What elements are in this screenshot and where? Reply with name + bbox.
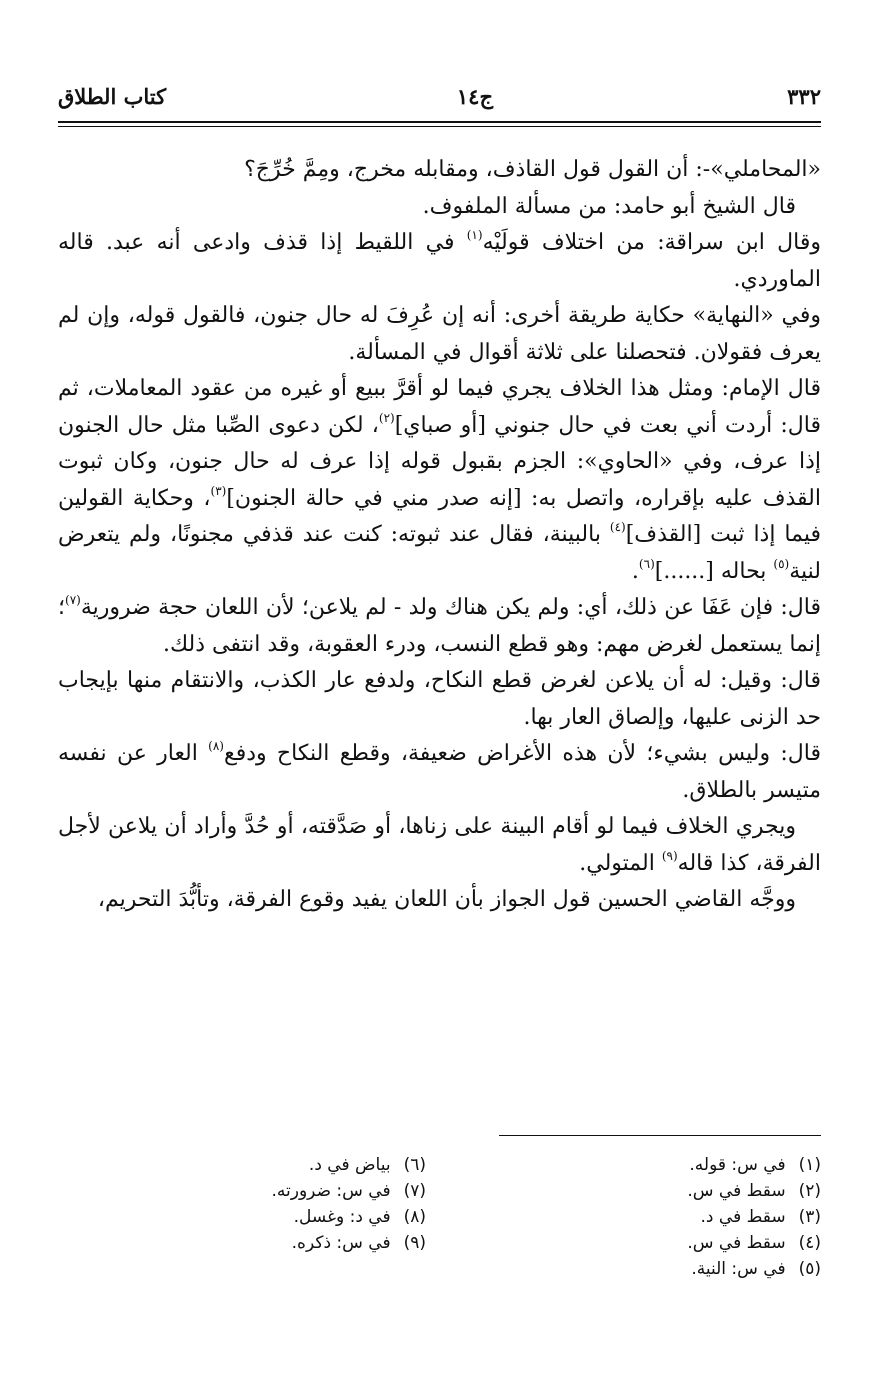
paragraph-text: قال: وليس بشيء؛ لأن هذه الأغراض ضعيفة، وقطع النكاح ودفع	[223, 741, 821, 766]
footnote-number: (٩)	[403, 1233, 426, 1253]
page-number: ٣٣٢	[787, 84, 821, 109]
footnotes-left-column	[96, 1152, 426, 1256]
paragraph	[58, 882, 821, 919]
footnote-marker: (١)	[466, 228, 483, 242]
paragraph-text: ويجري الخلاف فيما لو أقام البينة على زناها، أو صَدَّقته، أو حُدَّ وأراد أن يلاعن لأجل الفرقة، كذا قاله	[58, 814, 821, 876]
footnote-number: (٨)	[403, 1207, 426, 1227]
paragraph-text: قال: وقيل: له أن يلاعن لغرض قطع النكاح، ولدفع عار الكذب، والانتقام منها بإيجاب حد الزنى عليها، وإلصاق العار بها.	[58, 668, 821, 730]
footnote-marker: (٨)	[208, 739, 224, 753]
paragraph-text: ووجَّه القاضي الحسين قول الجواز بأن اللعان يفيد وقوع الفرقة، وتأبُّدَ التحريم،	[97, 887, 796, 912]
paragraph-text: بالبينة، فقال عند ثبوته: كنت عند قذفي مجنونًا، ولم يتعرض لنية	[58, 522, 821, 584]
paragraph-text: وقال ابن سراقة: من اختلاف قولَيْه	[482, 230, 821, 255]
footnote-number: (٦)	[403, 1155, 426, 1175]
paragraph-text: ، لكن دعوى الصِّبا مثل حال الجنون إذا عرف، وفي «الحاوي»: الجزم بقبول قوله إذا عرف له حال جنون، وكان ثبوت القذف عليه بإقراره، واتصل به: [إنه صدر مني في حالة الجنون]	[58, 412, 821, 511]
paragraph	[58, 371, 821, 590]
paragraph	[58, 225, 821, 298]
book-page	[58, 0, 821, 1375]
footnote-text: سقط في س.	[687, 1181, 791, 1201]
footnote-marker: (٦)	[638, 556, 655, 571]
paragraph-text: ؛ إنما يستعمل لغرض مهم: وهو قطع النسب، ودرء العقوبة، وقد انتفى ذلك.	[58, 595, 821, 657]
footnote-text: بياض في د.	[308, 1155, 396, 1175]
paragraph	[58, 189, 821, 226]
footnote-marker: (٥)	[773, 556, 790, 571]
footnote-text: في س: ذكره.	[291, 1233, 396, 1253]
header-rule	[58, 121, 821, 127]
footnote-item	[96, 1178, 426, 1204]
footnote-item	[491, 1152, 821, 1178]
footnotes-right-column	[491, 1152, 821, 1282]
paragraph-text: قال الشيخ أبو حامد: من مسألة الملفوف.	[422, 193, 796, 219]
book-title: كتاب الطلاق	[58, 84, 167, 109]
paragraph	[58, 809, 821, 882]
paragraph-text: قال الإمام: ومثل هذا الخلاف يجري فيما لو أقرَّ ببيع أو غيره من عقود المعاملات، ثم قال: أردت أني بعت في حال جنوني [أو صباي]	[58, 376, 821, 438]
paragraph-text: المتولي.	[579, 850, 662, 876]
paragraph-text: بحاله [......]	[654, 558, 774, 584]
footnote-number: (٥)	[798, 1259, 821, 1279]
paragraph-text: ، وحكاية القولين فيما إذا ثبت [القذف]	[58, 485, 821, 547]
footnote-text: في س: النية.	[691, 1259, 791, 1279]
main-text	[58, 152, 821, 919]
footnote-number: (٤)	[798, 1233, 821, 1253]
paragraph-text: قال: فإن عَفَا عن ذلك، أي: ولم يكن هناك ولد - لم يلاعن؛ لأن اللعان حجة ضرورية	[80, 595, 821, 620]
footnote-number: (٧)	[403, 1181, 426, 1201]
paragraph	[58, 590, 821, 663]
footnote-item	[96, 1230, 426, 1256]
footnote-marker: (٢)	[378, 410, 395, 425]
footnote-separator	[499, 1135, 821, 1136]
footnote-text: في د: وغسل.	[293, 1207, 396, 1227]
footnote-marker: (٤)	[609, 520, 626, 534]
paragraph-text: «المحاملي»-: أن القول قول القاذف، ومقابله مخرج، ومِمَّ خُرِّجَ؟	[244, 157, 821, 182]
paragraph-text: في اللقيط إذا قذف وادعى أنه عبد. قاله الماوردي.	[58, 230, 821, 292]
paragraph	[58, 736, 821, 809]
footnote-text: سقط في س.	[687, 1233, 791, 1253]
footnote-item	[491, 1178, 821, 1204]
paragraph-text: وفي «النهاية» حكاية طريقة أخرى: أنه إن عُرِفَ له حال جنون، فالقول قوله، وإن لم يعرف فقولان. فتحصلنا على ثلاثة أقوال في المسألة.	[58, 303, 821, 365]
running-header	[58, 84, 821, 120]
paragraph-text: العار عن نفسه متيسر بالطلاق.	[58, 741, 821, 803]
footnote-marker: (٧)	[65, 593, 81, 607]
footnote-item	[491, 1256, 821, 1282]
volume-number: ج١٤	[456, 84, 493, 109]
paragraph	[58, 298, 821, 371]
footnote-text: في س: ضرورته.	[271, 1181, 396, 1201]
paragraph	[58, 663, 821, 736]
footnote-item	[491, 1204, 821, 1230]
footnote-number: (٣)	[798, 1207, 821, 1227]
footnote-marker: (٩)	[661, 848, 678, 863]
footnote-text: سقط في د.	[700, 1207, 791, 1227]
footnote-item	[491, 1230, 821, 1256]
paragraph	[58, 152, 821, 189]
footnote-item	[96, 1204, 426, 1230]
paragraph-text: .	[631, 558, 639, 584]
footnote-number: (١)	[798, 1155, 821, 1175]
footnote-item	[96, 1152, 426, 1178]
footnote-marker: (٣)	[210, 483, 227, 498]
footnote-text: في س: قوله.	[689, 1155, 791, 1175]
footnote-number: (٢)	[798, 1181, 821, 1201]
